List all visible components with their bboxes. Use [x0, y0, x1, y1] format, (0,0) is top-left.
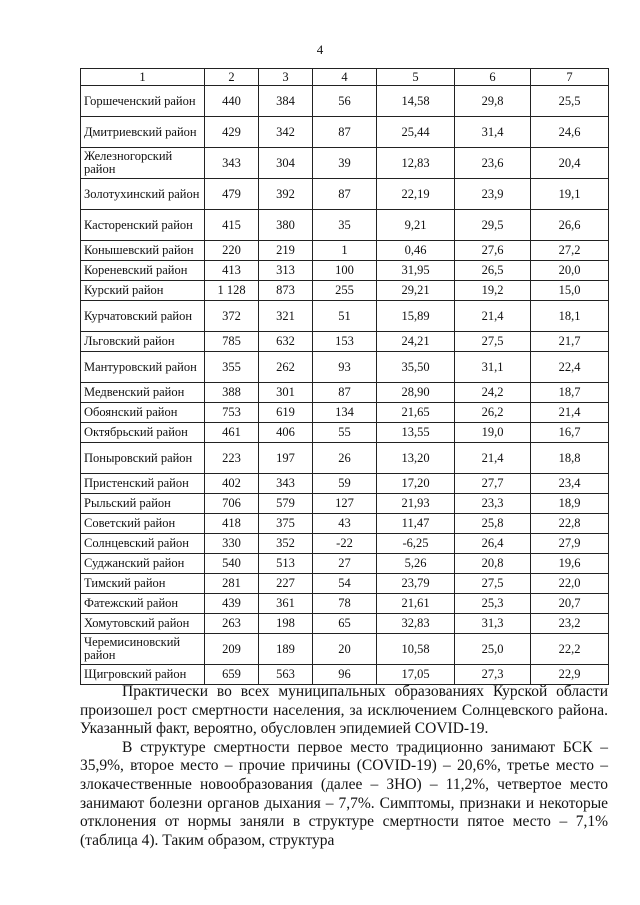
value-cell: 27,6	[455, 241, 531, 261]
value-cell: 87	[313, 117, 377, 148]
value-cell: 27,3	[455, 665, 531, 685]
value-cell: 19,6	[531, 554, 609, 574]
value-cell: 18,1	[531, 301, 609, 332]
value-cell: 78	[313, 594, 377, 614]
value-cell: 388	[205, 383, 259, 403]
paragraph: Практически во всех муниципальных образованиях Курской области произошел рост смертности населения, за исключением Солнцевского района. Указанный факт, вероятно, обусловлен эпидемией COVID-19.	[80, 683, 608, 738]
value-cell: 413	[205, 261, 259, 281]
value-cell: 59	[313, 474, 377, 494]
value-cell: 12,83	[377, 148, 455, 179]
district-name-cell: Касторенский район	[81, 210, 205, 241]
table-row	[81, 352, 609, 383]
table-row	[81, 117, 609, 148]
column-header: 1	[81, 69, 205, 86]
value-cell: 479	[205, 179, 259, 210]
value-cell: 361	[259, 594, 313, 614]
value-cell: 54	[313, 574, 377, 594]
value-cell: 93	[313, 352, 377, 383]
value-cell: 189	[259, 634, 313, 665]
body-text	[80, 683, 608, 850]
value-cell: 321	[259, 301, 313, 332]
value-cell: 10,58	[377, 634, 455, 665]
district-name-cell: Дмитриевский район	[81, 117, 205, 148]
value-cell: 15,0	[531, 281, 609, 301]
value-cell: 23,4	[531, 474, 609, 494]
value-cell: 25,0	[455, 634, 531, 665]
column-header: 2	[205, 69, 259, 86]
district-name-cell: Поныровский район	[81, 443, 205, 474]
value-cell: 304	[259, 148, 313, 179]
table-row	[81, 148, 609, 179]
district-name-cell: Тимский район	[81, 574, 205, 594]
value-cell: 22,8	[531, 514, 609, 534]
district-name-cell: Советский район	[81, 514, 205, 534]
column-header: 7	[531, 69, 609, 86]
value-cell: 23,79	[377, 574, 455, 594]
table-row	[81, 614, 609, 634]
value-cell: 13,20	[377, 443, 455, 474]
value-cell: 20,0	[531, 261, 609, 281]
value-cell: 56	[313, 86, 377, 117]
table-row	[81, 241, 609, 261]
value-cell: 352	[259, 534, 313, 554]
value-cell: 263	[205, 614, 259, 634]
table-row	[81, 403, 609, 423]
district-name-cell: Конышевский район	[81, 241, 205, 261]
value-cell: 227	[259, 574, 313, 594]
value-cell: -22	[313, 534, 377, 554]
value-cell: 343	[259, 474, 313, 494]
value-cell: 31,4	[455, 117, 531, 148]
value-cell: 153	[313, 332, 377, 352]
value-cell: 35	[313, 210, 377, 241]
column-header: 4	[313, 69, 377, 86]
value-cell: 5,26	[377, 554, 455, 574]
value-cell: 0,46	[377, 241, 455, 261]
value-cell: 632	[259, 332, 313, 352]
value-cell: 25,44	[377, 117, 455, 148]
value-cell: 1	[313, 241, 377, 261]
value-cell: 43	[313, 514, 377, 534]
value-cell: 31,95	[377, 261, 455, 281]
value-cell: 22,0	[531, 574, 609, 594]
value-cell: 343	[205, 148, 259, 179]
value-cell: 23,2	[531, 614, 609, 634]
value-cell: 23,9	[455, 179, 531, 210]
value-cell: 219	[259, 241, 313, 261]
value-cell: 29,21	[377, 281, 455, 301]
value-cell: 22,19	[377, 179, 455, 210]
district-name-cell: Пристенский район	[81, 474, 205, 494]
value-cell: 24,2	[455, 383, 531, 403]
value-cell: 20,4	[531, 148, 609, 179]
value-cell: 31,3	[455, 614, 531, 634]
value-cell: -6,25	[377, 534, 455, 554]
table-row	[81, 383, 609, 403]
district-name-cell: Мантуровский район	[81, 352, 205, 383]
value-cell: 15,89	[377, 301, 455, 332]
value-cell: 14,58	[377, 86, 455, 117]
value-cell: 27,5	[455, 332, 531, 352]
value-cell: 384	[259, 86, 313, 117]
value-cell: 392	[259, 179, 313, 210]
district-name-cell: Железногорский район	[81, 148, 205, 179]
value-cell: 18,9	[531, 494, 609, 514]
value-cell: 540	[205, 554, 259, 574]
value-cell: 27,2	[531, 241, 609, 261]
value-cell: 753	[205, 403, 259, 423]
value-cell: 20,7	[531, 594, 609, 614]
table-row	[81, 443, 609, 474]
table-row	[81, 261, 609, 281]
district-name-cell: Золотухинский район	[81, 179, 205, 210]
value-cell: 87	[313, 179, 377, 210]
table-row	[81, 179, 609, 210]
value-cell: 24,6	[531, 117, 609, 148]
value-cell: 21,65	[377, 403, 455, 423]
district-name-cell: Хомутовский район	[81, 614, 205, 634]
district-name-cell: Фатежский район	[81, 594, 205, 614]
value-cell: 21,4	[455, 443, 531, 474]
paragraph: В структуре смертности первое место традиционно занимают БСК – 35,9%, второе место – прочие причины (COVID-19) – 20,6%, третье место – злокачественные новообразования (далее – ЗНО) – 11,2%, четвертое место занимают болезни органов дыхания – 7,7%. Симптомы, признаки и некоторые отклонения от нормы заняли в структуре смертности пятое место – 7,1% (таблица 4). Таким образом, структура	[80, 738, 608, 849]
value-cell: 415	[205, 210, 259, 241]
value-cell: 20	[313, 634, 377, 665]
value-cell: 17,05	[377, 665, 455, 685]
value-cell: 25,5	[531, 86, 609, 117]
value-cell: 223	[205, 443, 259, 474]
value-cell: 659	[205, 665, 259, 685]
value-cell: 429	[205, 117, 259, 148]
value-cell: 21,4	[455, 301, 531, 332]
value-cell: 262	[259, 352, 313, 383]
value-cell: 301	[259, 383, 313, 403]
value-cell: 19,0	[455, 423, 531, 443]
value-cell: 17,20	[377, 474, 455, 494]
value-cell: 220	[205, 241, 259, 261]
district-name-cell: Медвенский район	[81, 383, 205, 403]
value-cell: 372	[205, 301, 259, 332]
value-cell: 513	[259, 554, 313, 574]
value-cell: 706	[205, 494, 259, 514]
value-cell: 439	[205, 594, 259, 614]
value-cell: 1 128	[205, 281, 259, 301]
value-cell: 22,9	[531, 665, 609, 685]
district-name-cell: Солнцевский район	[81, 534, 205, 554]
value-cell: 563	[259, 665, 313, 685]
value-cell: 418	[205, 514, 259, 534]
table-row	[81, 86, 609, 117]
value-cell: 127	[313, 494, 377, 514]
column-header: 5	[377, 69, 455, 86]
value-cell: 51	[313, 301, 377, 332]
table-row	[81, 494, 609, 514]
value-cell: 26,4	[455, 534, 531, 554]
table-row	[81, 574, 609, 594]
value-cell: 16,7	[531, 423, 609, 443]
value-cell: 209	[205, 634, 259, 665]
district-name-cell: Черемисиновский район	[81, 634, 205, 665]
value-cell: 255	[313, 281, 377, 301]
value-cell: 21,61	[377, 594, 455, 614]
table-row	[81, 634, 609, 665]
value-cell: 785	[205, 332, 259, 352]
district-name-cell: Суджанский район	[81, 554, 205, 574]
value-cell: 32,83	[377, 614, 455, 634]
value-cell: 380	[259, 210, 313, 241]
value-cell: 13,55	[377, 423, 455, 443]
value-cell: 402	[205, 474, 259, 494]
value-cell: 25,3	[455, 594, 531, 614]
value-cell: 31,1	[455, 352, 531, 383]
value-cell: 281	[205, 574, 259, 594]
table-row	[81, 332, 609, 352]
value-cell: 330	[205, 534, 259, 554]
value-cell: 100	[313, 261, 377, 281]
district-name-cell: Кореневский район	[81, 261, 205, 281]
value-cell: 26,5	[455, 261, 531, 281]
value-cell: 87	[313, 383, 377, 403]
value-cell: 19,1	[531, 179, 609, 210]
value-cell: 355	[205, 352, 259, 383]
value-cell: 342	[259, 117, 313, 148]
district-name-cell: Октябрьский район	[81, 423, 205, 443]
value-cell: 619	[259, 403, 313, 423]
value-cell: 21,4	[531, 403, 609, 423]
value-cell: 23,3	[455, 494, 531, 514]
value-cell: 21,7	[531, 332, 609, 352]
value-cell: 9,21	[377, 210, 455, 241]
value-cell: 375	[259, 514, 313, 534]
value-cell: 873	[259, 281, 313, 301]
mortality-table	[80, 68, 609, 685]
value-cell: 27,9	[531, 534, 609, 554]
value-cell: 440	[205, 86, 259, 117]
district-name-cell: Курский район	[81, 281, 205, 301]
value-cell: 22,2	[531, 634, 609, 665]
value-cell: 24,21	[377, 332, 455, 352]
table-row	[81, 423, 609, 443]
value-cell: 39	[313, 148, 377, 179]
value-cell: 22,4	[531, 352, 609, 383]
value-cell: 11,47	[377, 514, 455, 534]
district-name-cell: Горшеченский район	[81, 86, 205, 117]
value-cell: 27,5	[455, 574, 531, 594]
table-row	[81, 534, 609, 554]
value-cell: 134	[313, 403, 377, 423]
value-cell: 26,6	[531, 210, 609, 241]
value-cell: 29,8	[455, 86, 531, 117]
value-cell: 18,7	[531, 383, 609, 403]
district-name-cell: Курчатовский район	[81, 301, 205, 332]
value-cell: 29,5	[455, 210, 531, 241]
table-row	[81, 665, 609, 685]
value-cell: 96	[313, 665, 377, 685]
value-cell: 406	[259, 423, 313, 443]
district-name-cell: Льговский район	[81, 332, 205, 352]
value-cell: 461	[205, 423, 259, 443]
table-header-row	[81, 69, 609, 86]
value-cell: 27,7	[455, 474, 531, 494]
value-cell: 19,2	[455, 281, 531, 301]
value-cell: 27	[313, 554, 377, 574]
value-cell: 197	[259, 443, 313, 474]
table-row	[81, 554, 609, 574]
value-cell: 21,93	[377, 494, 455, 514]
district-name-cell: Обоянский район	[81, 403, 205, 423]
table-row	[81, 210, 609, 241]
district-name-cell: Щигровский район	[81, 665, 205, 685]
value-cell: 20,8	[455, 554, 531, 574]
column-header: 6	[455, 69, 531, 86]
value-cell: 35,50	[377, 352, 455, 383]
district-name-cell: Рыльский район	[81, 494, 205, 514]
value-cell: 579	[259, 494, 313, 514]
value-cell: 55	[313, 423, 377, 443]
value-cell: 26,2	[455, 403, 531, 423]
value-cell: 23,6	[455, 148, 531, 179]
table-row	[81, 514, 609, 534]
value-cell: 28,90	[377, 383, 455, 403]
value-cell: 198	[259, 614, 313, 634]
table-row	[81, 301, 609, 332]
value-cell: 25,8	[455, 514, 531, 534]
value-cell: 26	[313, 443, 377, 474]
table-row	[81, 281, 609, 301]
column-header: 3	[259, 69, 313, 86]
value-cell: 18,8	[531, 443, 609, 474]
page-number: 4	[316, 42, 324, 57]
table-row	[81, 594, 609, 614]
value-cell: 313	[259, 261, 313, 281]
value-cell: 65	[313, 614, 377, 634]
table-row	[81, 474, 609, 494]
